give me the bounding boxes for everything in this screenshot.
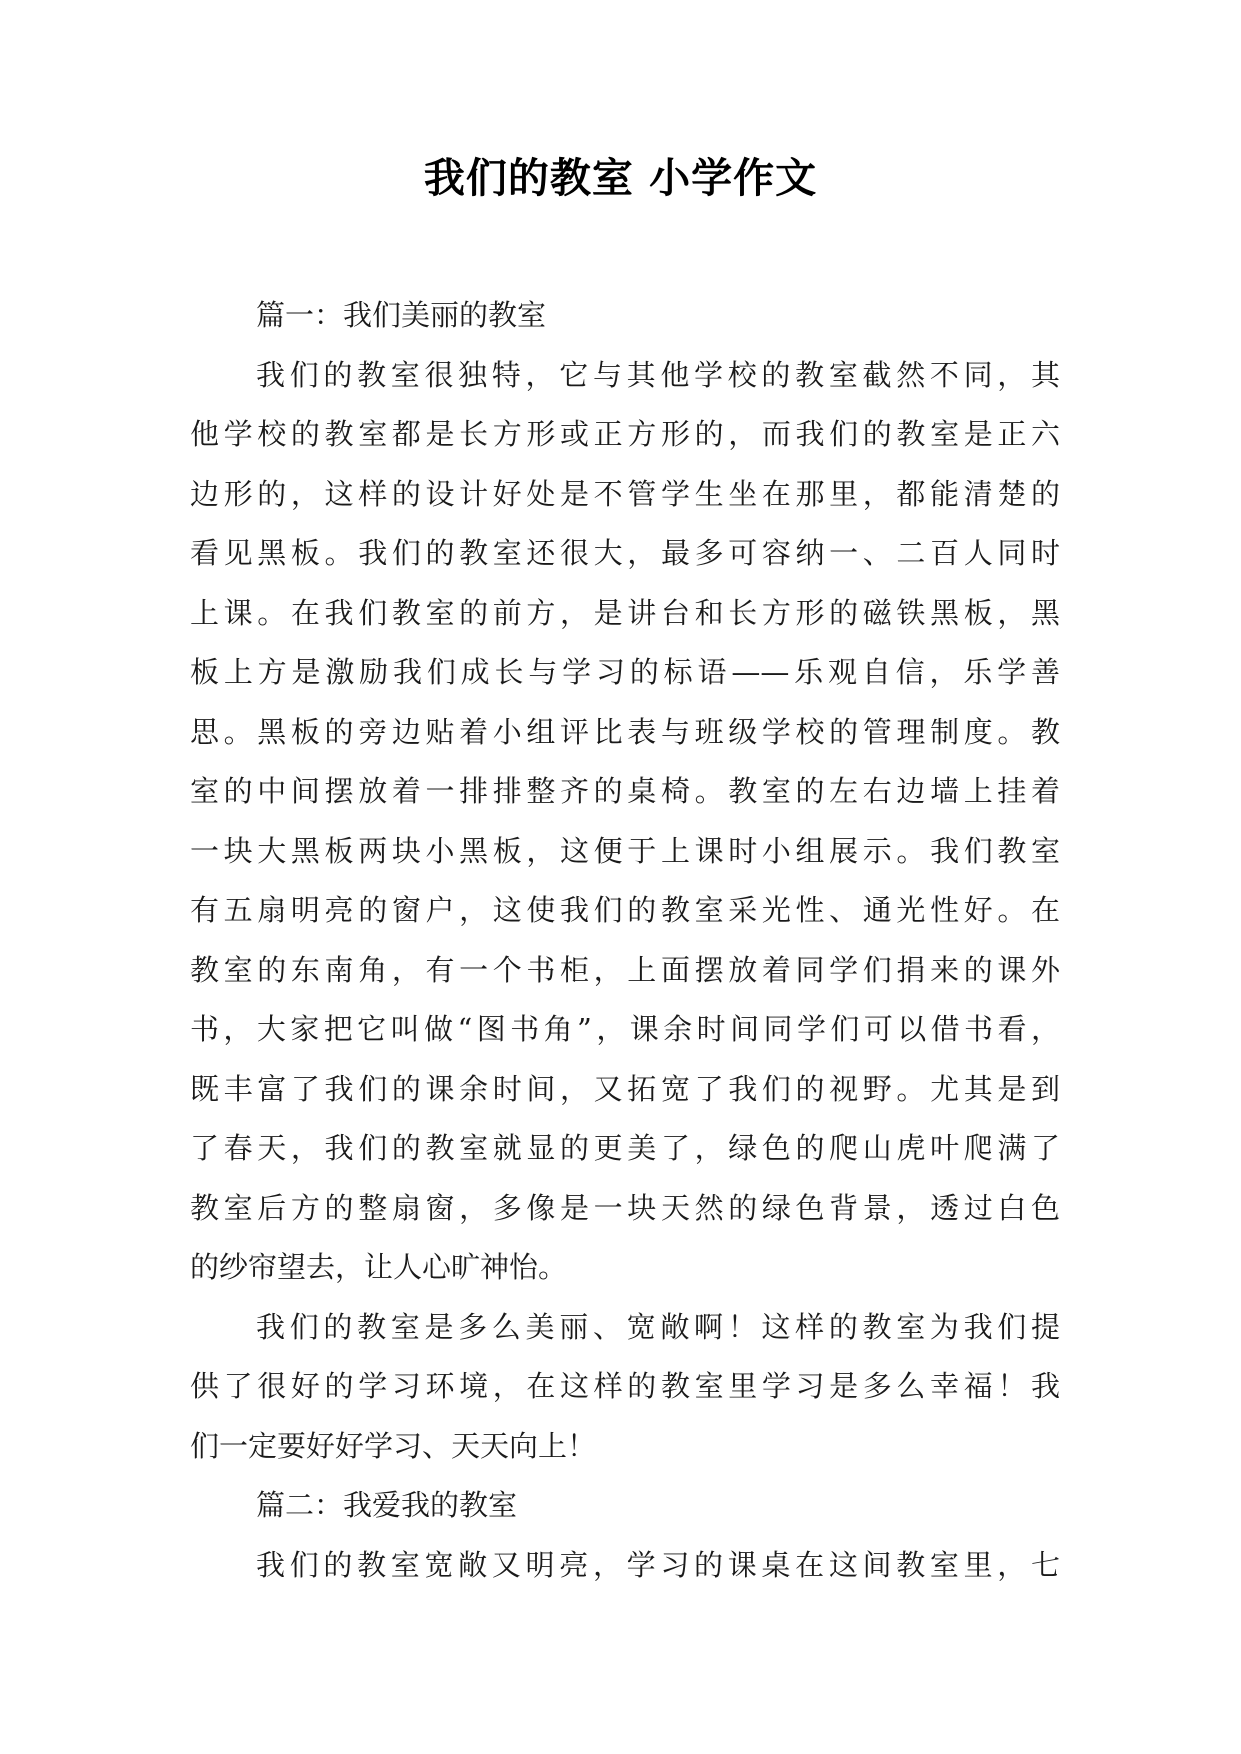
text-line: 一块大黑板两块小黑板，这便于上课时小组展示。我们教室 [190,833,1060,868]
text-line: 他学校的教室都是长方形或正方形的，而我们的教室是正六 [190,417,1060,451]
text-line: 看见黑板。我们的教室还很大，最多可容纳一、二百人同时 [190,536,1060,570]
article-body [190,286,1060,1595]
text-line: 边形的，这样的设计好处是不管学生坐在那里，都能清楚的 [190,476,1060,511]
text-line: 有五扇明亮的窗户，这使我们的教室采光性、通光性好。在 [190,893,1060,927]
text-line: 板上方是激励我们成长与学习的标语——乐观自信，乐学善 [190,655,1060,689]
text-line: 上课。在我们教室的前方，是讲台和长方形的磁铁黑板，黑 [190,595,1060,630]
text-line: 们一定要好好学习、天天向上！ [190,1428,597,1463]
section-heading: 篇一：我们美丽的教室 [256,298,547,332]
text-line: 我们的教室是多么美丽、宽敞啊！这样的教室为我们提 [256,1309,1060,1344]
text-line: 既丰富了我们的课余时间，又拓宽了我们的视野。尤其是到 [190,1071,1060,1106]
text-line: 教室后方的整扇窗，多像是一块天然的绿色背景，透过白色 [190,1190,1060,1225]
text-line: 的纱帘望去，让人心旷神怡。 [190,1250,568,1284]
text-line: 室的中间摆放着一排排整齐的桌椅。教室的左右边墙上挂着 [190,774,1060,808]
section-heading: 篇二：我爱我的教室 [256,1488,518,1522]
page-title: 我们的教室 小学作文 [423,154,818,202]
text-line: 思。黑板的旁边贴着小组评比表与班级学校的管理制度。教 [190,714,1060,749]
text-line: 书，大家把它叫做“图书角”，课余时间同学们可以借书看， [190,1012,1060,1046]
text-line: 我们的教室很独特，它与其他学校的教室截然不同，其 [256,357,1060,392]
text-line: 了春天，我们的教室就显的更美了，绿色的爬山虎叶爬满了 [190,1131,1060,1165]
text-line: 供了很好的学习环境，在这样的教室里学习是多么幸福！我 [190,1369,1060,1403]
text-line: 教室的东南角，有一个书柜，上面摆放着同学们捐来的课外 [190,952,1060,987]
text-line: 我们的教室宽敞又明亮，学习的课桌在这间教室里，七 [256,1547,1060,1582]
